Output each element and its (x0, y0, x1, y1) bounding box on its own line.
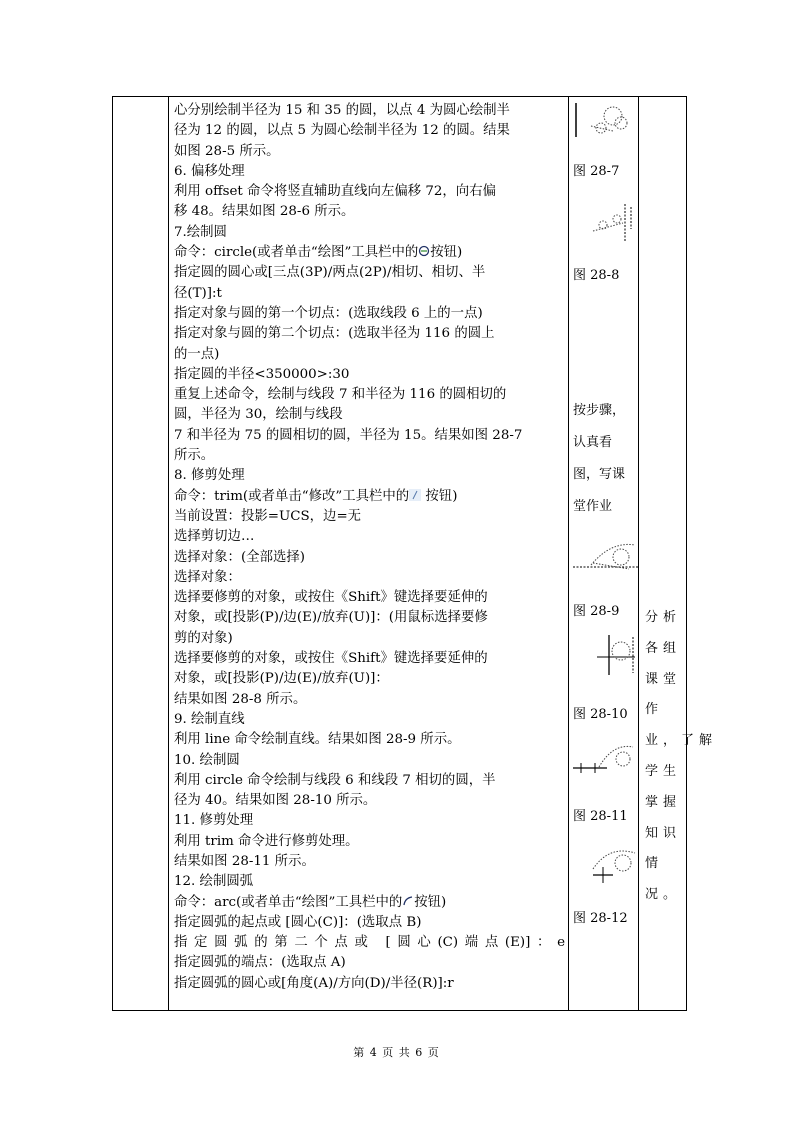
text-line: 所示。 (174, 448, 215, 464)
text-line: 命令：trim(或者单击“修改”工具栏中的 (174, 488, 410, 504)
text-line: 选择要修剪的对象，或按住《Shift》键选择要延伸的 (174, 651, 488, 667)
column-divider (168, 97, 169, 1010)
text-line: 指定圆的半径<350000>:30 (174, 366, 350, 382)
procedure-text (174, 101, 565, 994)
figure-thumbnail (573, 841, 639, 887)
analysis-line: 分析 (645, 610, 682, 625)
analysis-line: 各组 (645, 640, 682, 656)
text-line: 指定圆弧的第二个点或 [圆心(C)端点(E)]：e (174, 935, 565, 951)
text-line: 命令：circle(或者单击“绘图”工具栏中的 (174, 245, 419, 261)
text-line: 结果如图 28-11 所示。 (174, 853, 315, 869)
button-suffix: 按钮) (414, 894, 447, 910)
trim-tool-icon (409, 489, 421, 501)
text-line: 选择剪切边… (174, 529, 255, 545)
steps-note (573, 395, 633, 523)
text-line: 对象，或[投影(P)/边(E)/放弃(U)]： (174, 671, 389, 687)
text-line: 的一点) (174, 346, 220, 362)
analysis-line: 况。 (645, 887, 682, 903)
figure-thumbnail (573, 737, 639, 779)
text-line: 6. 偏移处理 (174, 163, 245, 179)
text-line: 如图 28-5 所示。 (174, 143, 280, 159)
figure-label: 图 28-11 (573, 809, 628, 824)
button-suffix: 按钮) (421, 488, 458, 504)
figure-label: 图 28-8 (573, 268, 620, 283)
arc-tool-icon (402, 895, 414, 907)
steps-note-line: 堂作业 (573, 499, 613, 514)
text-line: 指定对象与圆的第二个切点：(选取半径为 116 的圆上 (174, 326, 495, 342)
figure-label: 图 28-10 (573, 707, 628, 722)
text-line: 利用 offset 命令将竖直辅助直线向左偏移 72，向右偏 (174, 184, 496, 200)
text-line: 径(T)]:t (174, 285, 222, 301)
figure-label: 图 28-9 (573, 604, 620, 619)
analysis-line: 课堂 (645, 671, 682, 687)
steps-note-line: 按步骤， (573, 403, 626, 418)
figure-label: 图 28-7 (573, 164, 620, 179)
lesson-table (112, 96, 718, 1011)
text-line: 重复上述命令，绘制与线段 7 和半径为 116 的圆相切的 (174, 387, 507, 403)
figure-column (573, 97, 637, 1010)
analysis-note (645, 603, 718, 911)
text-line: 指定圆弧的端点：(选取点 A) (174, 955, 346, 971)
text-line: 利用 circle 命令绘制与线段 6 和线段 7 相切的圆，半 (174, 772, 496, 788)
text-line: 指定圆的圆心或[三点(3P)/两点(2P)/相切、相切、半 (174, 265, 486, 281)
text-line: 结果如图 28-8 所示。 (174, 691, 307, 707)
analysis-line: 业，了解 (645, 733, 718, 749)
text-line: 心分别绘制半径为 15 和 35 的圆，以点 4 为圆心绘制半 (174, 103, 510, 118)
figure-thumbnail (573, 633, 639, 677)
analysis-line: 情 (645, 856, 664, 872)
text-line: 选择对象： (174, 569, 241, 585)
steps-note-line: 图，写课 (573, 467, 626, 482)
text-line: 命令：arc(或者单击“绘图”工具栏中的 (174, 894, 403, 910)
figure-thumbnail (573, 535, 639, 575)
page-footer: 第 4 页 共 6 页 (353, 1046, 440, 1059)
column-divider (568, 97, 569, 1010)
text-line: 11. 修剪处理 (174, 813, 254, 829)
text-line: 选择对象：(全部选择) (174, 549, 305, 565)
text-line: 圆，半径为 30，绘制与线段 (174, 407, 343, 423)
text-line: 指定圆弧的起点或 [圆心(C)]：(选取点 B) (174, 914, 422, 930)
text-line: 移 48。结果如图 28-6 所示。 (174, 204, 355, 220)
text-line: 径为 40。结果如图 28-10 所示。 (174, 793, 377, 809)
analysis-line: 作 (645, 702, 664, 718)
text-line: 利用 trim 命令进行修剪处理。 (174, 833, 359, 849)
steps-note-line: 认真看 (573, 435, 613, 450)
circle-tool-icon (418, 245, 430, 257)
text-line: 指定圆弧的圆心或[角度(A)/方向(D)/半径(R)]:r (174, 975, 454, 991)
figure-label: 图 28-12 (573, 911, 628, 926)
analysis-line: 知识 (645, 825, 682, 841)
button-suffix: 按钮) (430, 245, 463, 261)
text-line: 7 和半径为 75 的圆相切的圆，半径为 15。结果如图 28-7 (174, 427, 523, 443)
text-line: 9. 绘制直线 (174, 711, 245, 727)
text-line: 指定对象与圆的第一个切点：(选取线段 6 上的一点) (174, 305, 483, 321)
text-line-with-icon (174, 243, 565, 263)
text-line-with-icon (174, 893, 565, 913)
text-line: 12. 绘制圆弧 (174, 874, 254, 890)
text-line: 当前设置：投影=UCS，边=无 (174, 508, 362, 524)
text-line: 利用 line 命令绘制直线。结果如图 28-9 所示。 (174, 732, 461, 748)
text-line: 对象，或[投影(P)/边(E)/放弃(U)]：(用鼠标选择要修 (174, 610, 488, 626)
text-line: 选择要修剪的对象，或按住《Shift》键选择要延伸的 (174, 590, 488, 606)
figure-thumbnail (573, 101, 637, 139)
text-line: 径为 12 的圆，以点 5 为圆心绘制半径为 12 的圆。结果 (174, 123, 510, 139)
analysis-line: 学生 (645, 763, 682, 779)
text-line: 8. 修剪处理 (174, 468, 245, 484)
figure-thumbnail (573, 201, 637, 243)
text-line-with-icon (174, 487, 565, 507)
text-line: 10. 绘制圆 (174, 752, 240, 768)
text-line: 剪的对象) (174, 630, 233, 646)
analysis-line: 掌握 (645, 794, 682, 810)
text-line: 7.绘制圆 (174, 224, 227, 240)
